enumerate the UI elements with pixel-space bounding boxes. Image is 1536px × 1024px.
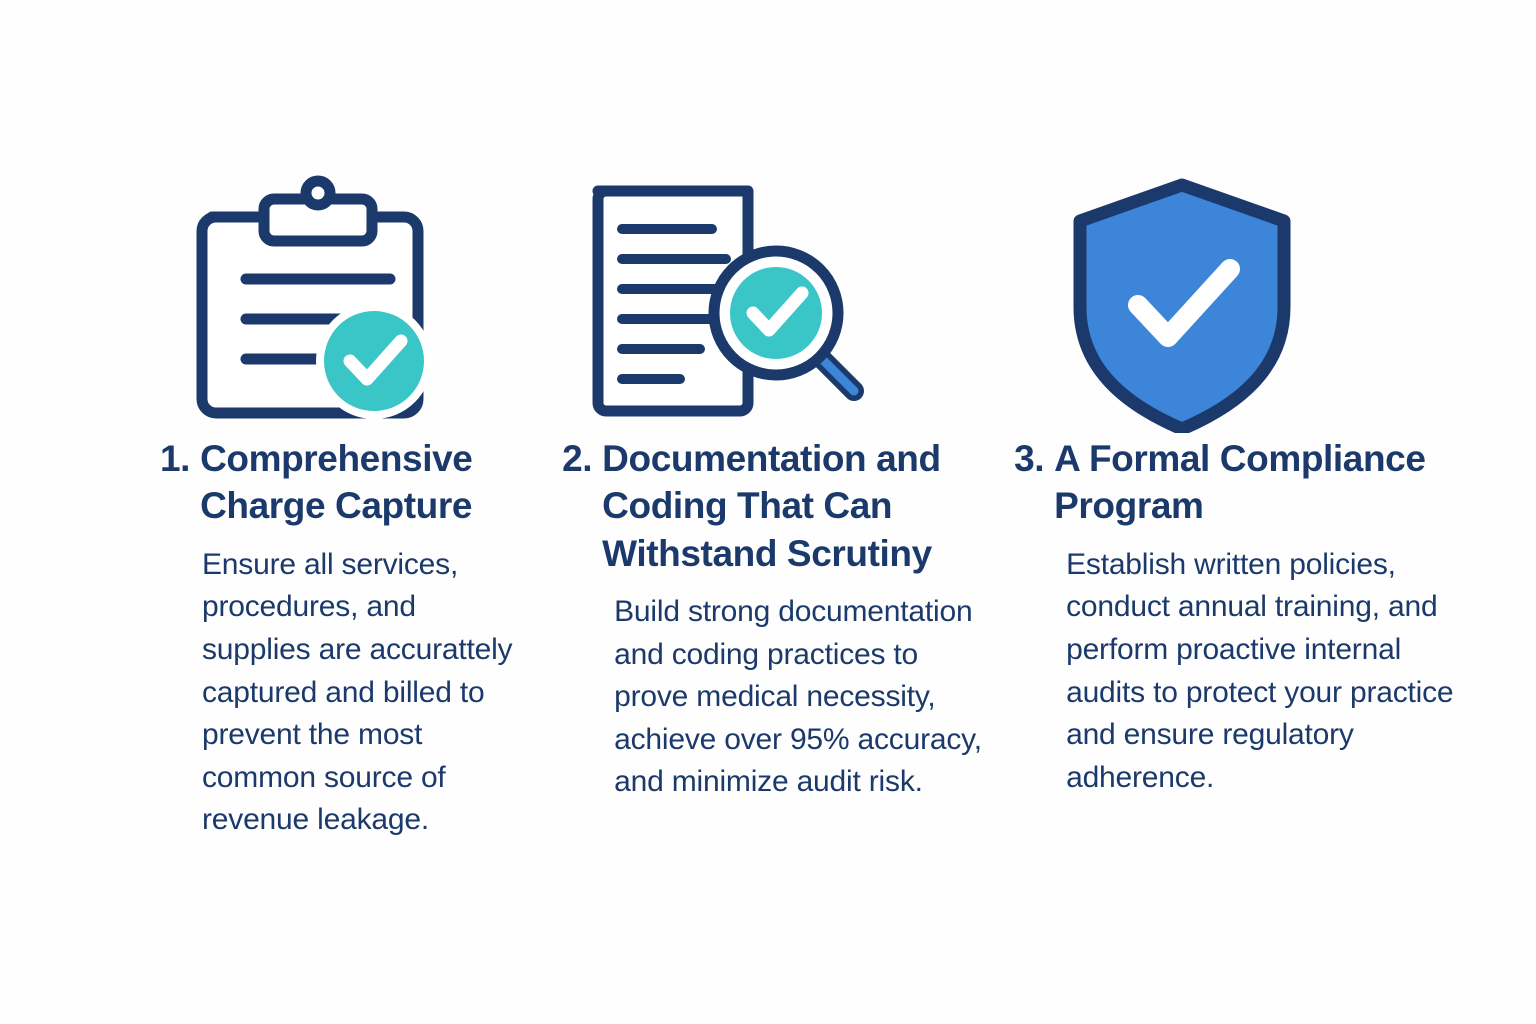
item-card-2 [542,170,994,804]
item-heading-2 [562,435,994,577]
clipboard-check-icon [150,170,522,435]
item-title-2: Documentation and Coding That Can Withstand Scrutiny [602,438,941,574]
item-heading-1 [150,435,522,530]
document-magnifier-check-icon [562,170,994,435]
item-card-3 [1014,170,1466,799]
shield-check-icon [1014,170,1466,435]
item-card-1 [70,170,522,842]
item-heading-3 [1014,435,1466,530]
item-number-3: 3. [1014,438,1045,479]
item-title-3: A Formal Compliance Program [1054,438,1426,527]
item-body-1: Ensure all services, procedures, and supplies are accurattely captured and billed to prevent the most common source of revenue leakage. [202,547,513,837]
item-title-1: Comprehensive Charge Capture [200,438,473,527]
item-number-2: 2. [562,438,593,479]
item-number-1: 1. [160,438,191,479]
item-body-3: Establish written policies, conduct annual training, and perform proactive internal audits to protect your practice and ensure regulatory adherence. [1066,547,1454,794]
item-body-2: Build strong documentation and coding practices to prove medical necessity, achieve over 95% accuracy, and minimize audit risk. [614,595,982,799]
